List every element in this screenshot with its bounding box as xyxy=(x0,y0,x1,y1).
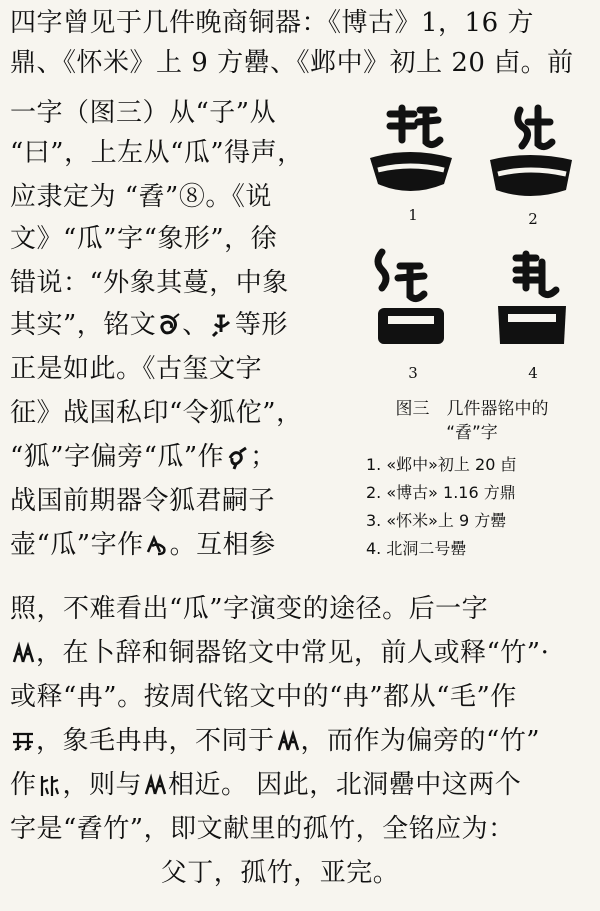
figure-title: 图三 几件器铭中的 xyxy=(395,399,549,419)
body-line-after-1: 照，不难看出“瓜”字演变的途径。后一字 xyxy=(10,594,489,624)
character-3-image xyxy=(360,248,460,358)
figure-3 xyxy=(352,100,592,590)
figure-subtitle: “孴”字 xyxy=(446,423,498,443)
body-line-after-5-tail: ，则与 xyxy=(62,770,143,800)
body-line-after-2 xyxy=(10,636,590,670)
zhu-glyph-icon xyxy=(10,640,36,666)
character-4-number: 4 xyxy=(528,364,538,382)
gua-glyph-d-icon xyxy=(144,532,170,558)
body-line-after-5 xyxy=(10,768,590,802)
zhu-radical-glyph-icon xyxy=(37,772,63,798)
body-line-after-4 xyxy=(10,724,590,758)
zhu-glyph-icon-3 xyxy=(142,772,168,798)
gua-glyph-b-icon xyxy=(209,312,235,338)
ran-glyph-icon xyxy=(10,728,36,754)
figure-caption-1: 1. «邺中»初上 20 卣 xyxy=(366,455,517,474)
body-line-after-5-end: 相近。 因此，北洞罍中这两个 xyxy=(168,770,522,800)
character-3-number: 3 xyxy=(408,364,418,382)
figure-caption-2: 2. «博古» 1.16 方鼎 xyxy=(366,483,516,502)
character-1-number: 1 xyxy=(408,206,418,224)
col-line-11 xyxy=(10,528,340,562)
col-line-5: 错说：“外象其蔓，中象 xyxy=(10,268,289,298)
body-line-2: 鼎、《怀米》上 9 方罍、《邺中》初上 20 卣。前 xyxy=(10,48,574,78)
body-line-1: 四字曾见于几件晚商铜器：《博古》1，16 方 xyxy=(10,8,534,38)
character-2-number: 2 xyxy=(528,210,538,228)
figure-caption-3: 3. «怀米»上 9 方罍 xyxy=(366,511,507,530)
col-line-9-text: “狐”字偏旁“瓜”作 xyxy=(10,442,225,472)
col-line-8: 征》战国私印“令狐佗”， xyxy=(10,398,303,428)
col-line-9 xyxy=(10,440,340,474)
col-line-11-tail: 。互相参 xyxy=(169,530,276,560)
body-line-after-2-text: ，在卜辞和铜器铭文中常见，前人或释“竹”· xyxy=(36,638,550,668)
col-line-2: “曰”，上左从“瓜”得声， xyxy=(10,138,304,168)
character-4-image xyxy=(480,248,580,358)
body-line-after-3: 或释“冉”。按周代铭文中的“冉”都从“毛”作 xyxy=(10,682,517,712)
col-line-6-text: 其实”，铭文 xyxy=(10,310,157,340)
gua-glyph-a-icon xyxy=(156,312,182,338)
gua-glyph-c-icon xyxy=(224,444,250,470)
body-line-after-4-text: ，象毛冉冉，不同于 xyxy=(36,726,275,756)
col-line-6-sep: 、 xyxy=(182,310,209,340)
character-2-image xyxy=(480,100,580,210)
character-1-image xyxy=(360,100,460,210)
col-line-3: 应隶定为 “孴”⑧。《说 xyxy=(10,182,272,212)
col-line-11-text: 壶“瓜”字作 xyxy=(10,530,144,560)
col-line-10: 战国前期器令狐君嗣子 xyxy=(10,486,276,516)
body-line-after-4-mid: ，而作为偏旁的“竹” xyxy=(300,726,541,756)
body-line-after-5-text: 作 xyxy=(10,770,37,800)
body-line-after-6: 字是“孴竹”，即文献里的孤竹，全铭应为： xyxy=(10,814,515,844)
col-line-1: 一字（图三）从“子”从 xyxy=(10,98,277,128)
zhu-glyph-icon-2 xyxy=(275,728,301,754)
col-line-7: 正是如此。《古玺文字 xyxy=(10,354,263,384)
col-line-6-tail: 等形 xyxy=(234,310,288,340)
col-line-6 xyxy=(10,308,340,342)
col-line-9-tail: ； xyxy=(250,442,277,472)
col-line-4: 文》“瓜”字“象形”，徐 xyxy=(10,224,278,254)
inscription-reading: 父丁，孤竹，亚完。 xyxy=(160,858,400,888)
figure-caption-4: 4. 北洞二号罍 xyxy=(366,539,467,558)
